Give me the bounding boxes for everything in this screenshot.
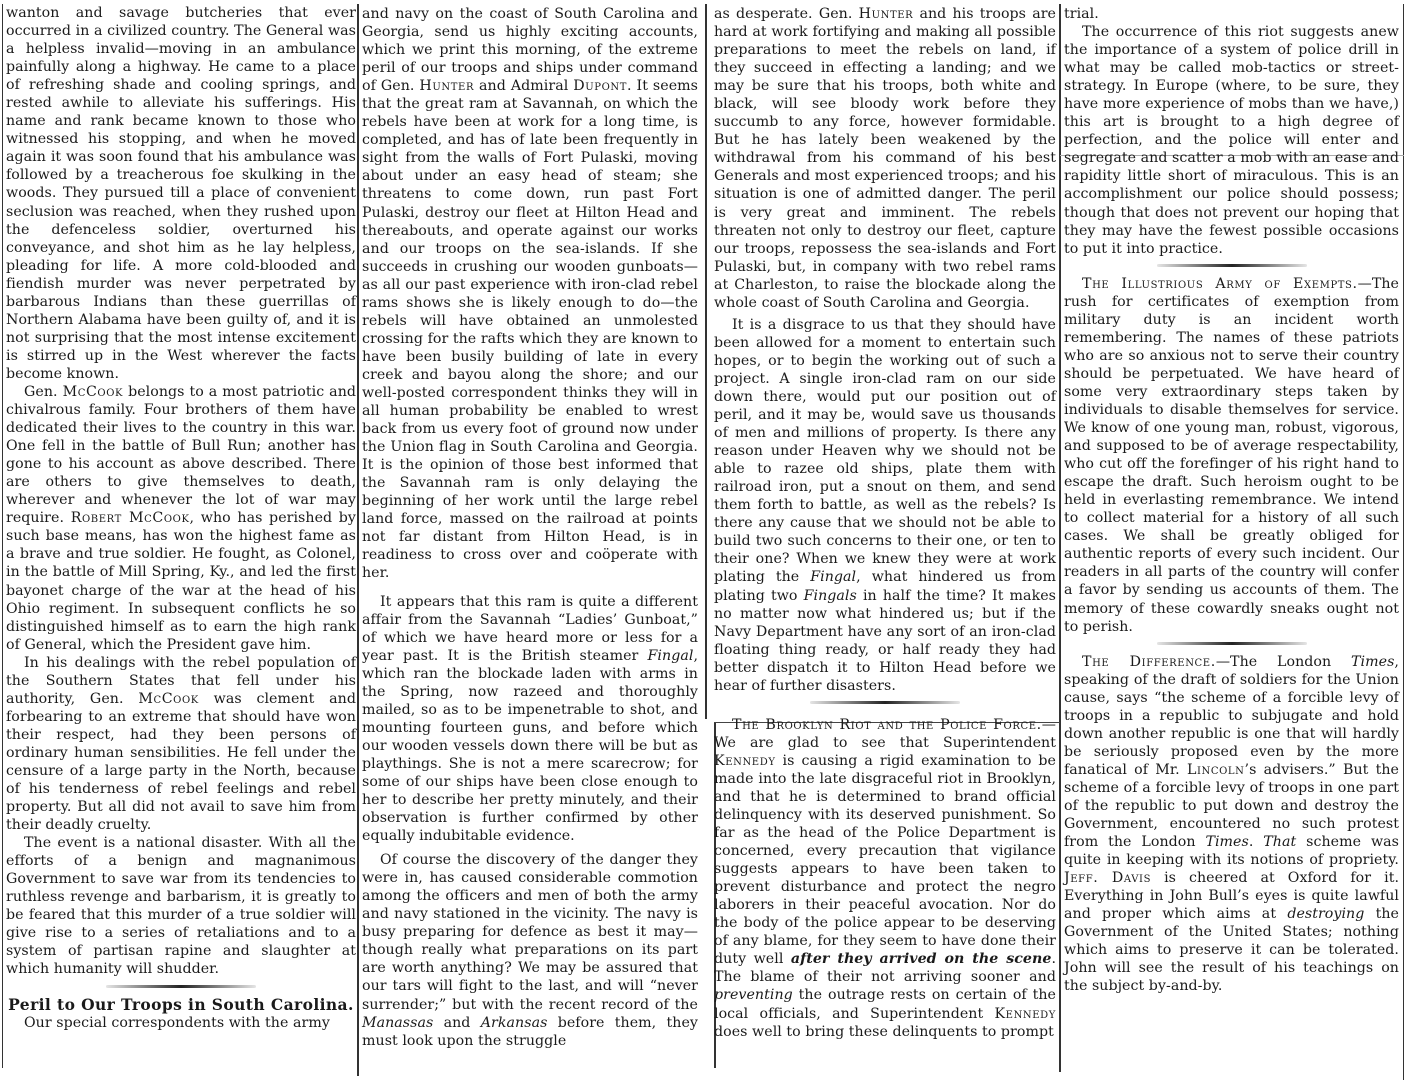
section-separator	[1157, 642, 1307, 645]
article-paragraph: The Brooklyn Riot and the Police Force.—We are glad to see that Superintendent Kennedy is causing a rigid examination to be made into the late disgraceful riot in Brooklyn, and that he is determined to brand official delinquency with its deserved punishment. So far as the head of the Police Department is concerned, every precaution that vigilance suggests appears to have been taken to prevent disturbance and protect the negro laborers in their peaceful avocation. Nor do the body of the police appear to be deserving of any blame, for they seem to have done their duty well after they arrived on the scene. The blame of their not arriving sooner and preventing the outrage rests on certain of the local officials, and Superintendent Kennedy does well to bring these delinquents to prompt	[714, 716, 1056, 1040]
article-paragraph: and navy on the coast of South Carolina and Georgia, send us highly exciting accounts, which we print this morning, of the extreme peril of our troops and ships under command of Gen. Hunter and Admiral Dupont. It seems that the great ram at Savannah, on which the rebels have been at work for a long time, is completed, and has of late been frequently in sight from the walls of Fort Pulaski, moving about under an easy head of steam; she threatens to come down, run past Fort Pulaski, destroy our fleet at Hilton Head and thereabouts, and operate against our works and our troops on the sea-islands. If she succeeds in crushing our wooden gunboats—as all our past experience with iron-clad rebel rams shows she is likely enough to do—the rebels will have obtained an unmolested crossing for the rafts which they are known to have been busily building of late in every creek and bayou along the shore; and our well-posted correspondent thinks they will in all human probability be enabled to wrest back from us every foot of ground now under the Union flag in South Carolina and Georgia. It is the opinion of those best informed that the Savannah ram is only delaying the beginning of her work until the large rebel land force, massed on the railroad at points not far distant from Hilton Head, is in readiness to cross over and coöperate with her.	[362, 6, 698, 582]
article-title: The Difference.	[1082, 653, 1216, 670]
article-headline: Peril to Our Troops in South Carolina.	[8, 994, 354, 1014]
column-rule-1	[357, 4, 359, 1076]
section-separator	[1157, 264, 1307, 267]
article-title: The Illustrious Army of Exempts.	[1082, 275, 1358, 292]
column-rule-2	[705, 4, 707, 719]
article-paragraph: The Difference.—The London Times, speaking of the draft of soldiers for the Union cause, says “the scheme of a forcible levy of troops in a republic to subjugate and hold down another republic is one that will hardly be seriously proposed even by the more fanatical of Mr. Lincoln’s advisers.” But the scheme of a forcible levy of troops in one part of the republic to put down and destroy the Government, encountered no such protest from the London Times. That scheme was quite in keeping with its notions of propriety. Jeff. Davis is cheered at Oxford for it. Everything in John Bull’s eyes is quite lawful and proper which aims at destroying the Government of the United States; nothing which aims to preserve it can be tolerated. John will see the result of his teachings on the subject by-and-by.	[1064, 653, 1400, 995]
article-paragraph: wanton and savage butcheries that ever occurred in a civilized country. The General was a helpless invalid—moving in an ambulance painfully along a highway. He came to a place of refreshing shade and cooling springs, and rested awhile to alleviate his sufferings. His name and rank became known to those who witnessed his stopping, and when he moved again it was soon found that his ambulance was followed by a treacherous foe skulking in the woods. They pursued till a place of convenient seclusion was reached, when they rushed upon the defenceless soldier, overturned his conveyance, and shot him as he lay helpless, pleading for life. A more cold-blooded and fiendish murder was never perpetrated by barbarous Indians than these guerrillas of Northern Alabama have been guilty of, and it is not surprising that the most intense excitement is stirred up in the West wherever the facts become known.	[6, 5, 356, 382]
article-paragraph: It appears that this ram is quite a different affair from the Savannah “Ladies’ Gunboat,” of which we have heard more or less for a year past. It is the British steamer Fingal, which ran the blockade laden with arms in the Spring, now razeed and thoroughly mailed, so as to be impenetrable to shot, and mounting fourteen guns, and before which our wooden vessels down there will be but as playthings. She is not a mere scarecrow; for some of our ships have been close enough to her to describe her pretty minutely, and their observation is further confirmed by other equally indubitable evidence.	[362, 593, 698, 845]
column-rule-left	[2, 4, 3, 1068]
section-separator	[810, 701, 960, 704]
article-paragraph: The event is a national disaster. With all the efforts of a benign and magnanimous Government to save war from its tendencies to ruthless revenge and barbarism, it is greatly to be feared that this murder of a true soldier will give rise to a series of retaliations and to a system of partisan rapine and slaughter at which humanity will shudder.	[6, 835, 356, 978]
article-paragraph: It is a disgrace to us that they should have been allowed for a moment to entertain such hopes, or to begin the working out of such a project. A single iron-clad ram on our side down there, would put our position out of peril, and it may be, would save us thousands of men and millions of property. Is there any reason under Heaven why we should not be able to razee old ships, plate them with railroad iron, put a snout on them, and send them forth to battle, as well as the rebels? Is there any cause that we should not be able to build two such concerns to their one, or ten to their one? When we knew they were at work plating the Fingal, what hindered us from plating two Fingals in half the time? It makes no matter now what hindered us; but if the Navy Department have any sort of an iron-clad floating thing ready, or half ready they had better dispatch it to Hilton Head before we hear of further disasters.	[714, 316, 1057, 694]
column-rule-4	[1403, 4, 1404, 1080]
column-4	[1064, 5, 1399, 995]
article-title: The Brooklyn Riot and the Police Force.	[732, 716, 1042, 733]
article-paragraph: The Illustrious Army of Exempts.—The rush for certificates of exemption from military duty is an incident worth remembering. The names of these patriots who are so anxious not to serve their country should be perpetuated. We have heard of some very extraordinary steps taken by individuals to disable themselves for service. We know of one young man, robust, vigorous, and supposed to be of average respectability, who cut off the forefinger of his right hand to escape the draft. Such heroism ought to be held in everlasting remembrance. We intend to collect material for a history of all such cases. We shall be greatly obliged for authentic reports of every such incident. Our readers in all parts of the country will confer a favor by sending us accounts of them. The memory of these cowardly sneaks ought not to perish.	[1064, 275, 1399, 635]
article-paragraph: Our special correspondents with the army	[24, 1014, 330, 1031]
article-paragraph: trial.	[1064, 6, 1099, 22]
column-rule-3	[1059, 4, 1061, 1072]
article-paragraph: Of course the discovery of the danger they were in, has caused considerable commotion among the officers and men of both the army and navy stationed in the vicinity. The navy is busy preparing for defence as best it may—though really what preparations on its part are worth anything? We may be assured that our tars will fight to the last, and will “never surrender;” but with the recent record of the Manassas and Arkansas before them, they must look upon the struggle	[362, 852, 699, 1049]
column-2	[362, 5, 698, 1050]
column-1	[6, 4, 356, 1032]
article-paragraph: as desperate. Gen. Hunter and his troops are hard at work fortifying and making all possible preparations to meet the rebels on land, if they succeed in effecting a landing; and we may be sure that his troops, both white and black, will see bloody work before they succumb to any force, however formidable. But he has lately been weakened by the withdrawal from his command of his best Generals and most experienced troops; and his situation is one of admitted danger. The peril is very great and imminent. The rebels threaten not only to destroy our fleet, capture our troops, repossess the sea-islands and Fort Pulaski, but, in company with two rebel rams at Charleston, to raise the blockade along the whole coast of South Carolina and Georgia.	[714, 6, 1056, 311]
article-paragraph: The occurrence of this riot suggests anew the importance of a system of police drill in what may be called mob-tactics or street-strategy. In Europe (where, to be sure, they have more experience of mobs than we have,) this art is brought to a high degree of perfection, and the police will enter and segregate and scatter a mob with an ease and rapidity little short of miraculous. This is an accomplishment our police should possess; though that does not prevent our hoping that they may have the fewest possible occasions to put it into practice.	[1064, 24, 1399, 257]
article-paragraph: Gen. McCook belongs to a most patriotic and chivalrous family. Four brothers of them have dedicated their lives to the country in this war. One fell in the battle of Bull Run; another has gone to his account as above described. There are others to give themselves to death, wherever and whenever the lot of war may require. Robert McCook, who has perished by such base means, has won the highest fame as a brave and true soldier. He fought, as Colonel, in the battle of Mill Spring, Ky., and led the first bayonet charge of the war at the head of his Ohio regiment. In subsequent conflicts he so distinguished himself as to earn the high rank of General, which the President gave him.	[6, 383, 357, 653]
section-separator	[106, 985, 256, 988]
article-paragraph: In his dealings with the rebel population of the Southern States that fell under his authority, Gen. McCook was clement and forbearing to an extreme that should have won their respect, had they been persons of ordinary human sensibilities. He fell under the censure of a large party in the North, because of his tenderness of rebel feelings and rebel property. But all did not avail to save him from their deadly cruelty.	[6, 654, 356, 834]
column-3	[714, 5, 1056, 1041]
